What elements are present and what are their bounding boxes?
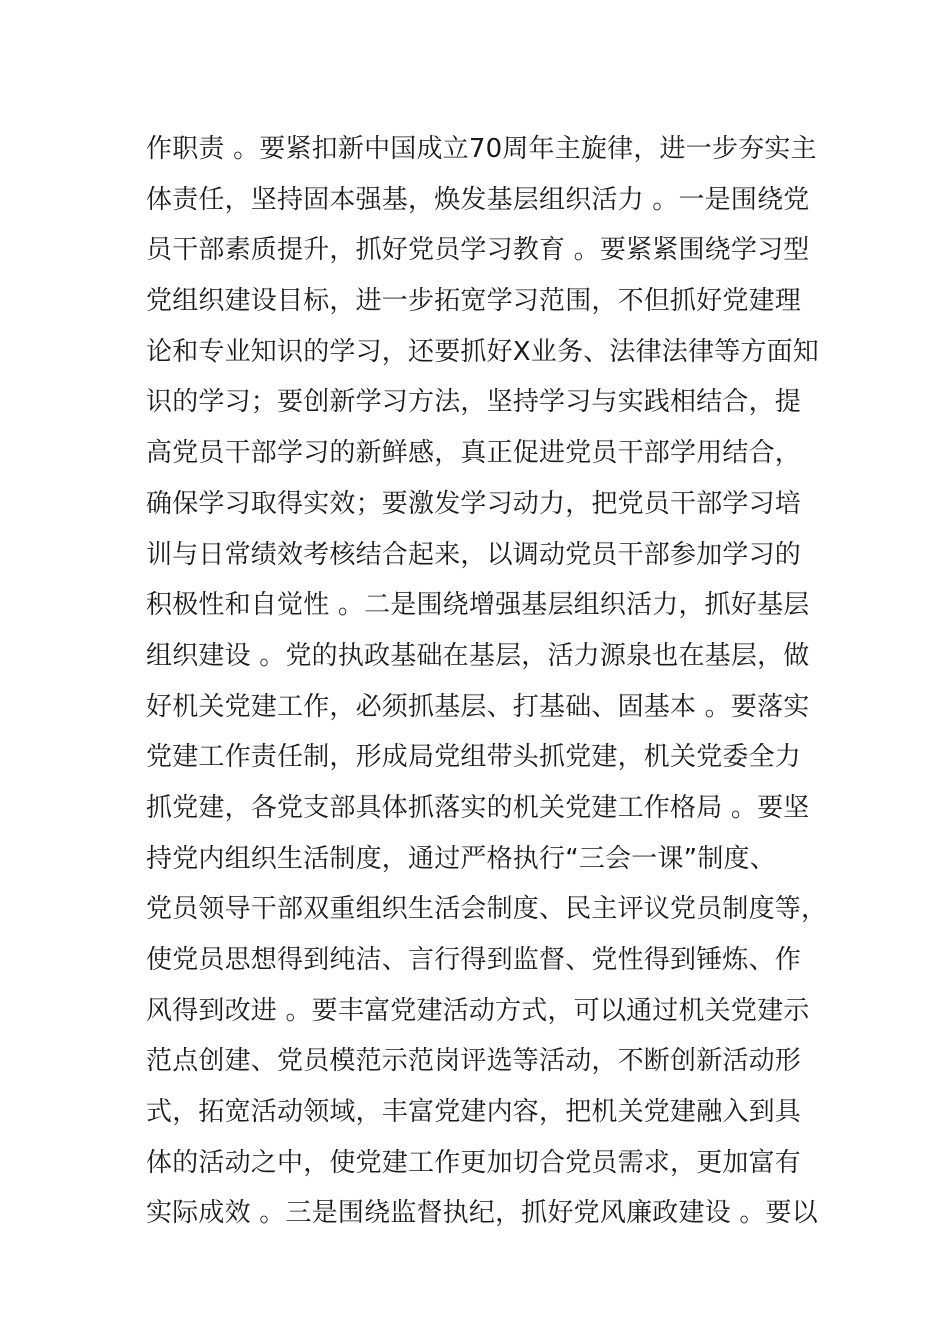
text-line: 使党员思想得到纯洁、言行得到监督、党性得到锤炼、作: [146, 945, 802, 975]
text-line: 持党内组织生活制度，通过严格执行“三会一课”制度、: [146, 843, 776, 874]
text-line: 范点创建、党员模范示范岗评选等活动，不断创新活动形: [146, 1046, 802, 1077]
text-line: 党建工作责任制，形成局党组带头抓党建，机关党委全力: [146, 742, 802, 773]
text-line: 确保学习取得实效；要激发学习动力，把党员干部学习培: [146, 488, 802, 519]
text-line: 识的学习；要创新学习方法，坚持学习与实践相结合，提: [146, 387, 802, 418]
text-line: 党员领导干部双重组织生活会制度、民主评议党员制度等，: [146, 894, 828, 925]
text-line: 作职责 。要紧扣新中国成立70周年主旋律，进一步夯实主: [146, 134, 817, 164]
text-line: 员干部素质提升，抓好党员学习教育 。要紧紧围绕学习型: [146, 235, 810, 266]
text-line: 高党员干部学习的新鲜感，真正促进党员干部学用结合，: [146, 438, 802, 469]
text-line: 好机关党建工作，必须抓基层、打基础、固基本 。要落实: [146, 691, 810, 722]
text-line: 组织建设 。党的执政基础在基层，活力源泉也在基层，做: [146, 640, 810, 671]
body-text: [146, 124, 828, 1239]
text-line: 风得到改进 。要丰富党建活动方式，可以通过机关党建示: [146, 995, 810, 1026]
text-line: 体责任，坚持固本强基，焕发基层组织活力 。一是围绕党: [146, 184, 810, 215]
text-line: 训与日常绩效考核结合起来，以调动党员干部参加学习的: [146, 539, 802, 570]
text-line: 积极性和自觉性 。二是围绕增强基层组织活力，抓好基层: [146, 590, 810, 621]
text-line: 实际成效 。三是围绕监督执纪，抓好党风廉政建设 。要以: [146, 1198, 818, 1229]
text-line: 式，拓宽活动领域，丰富党建内容，把机关党建融入到具: [146, 1097, 802, 1128]
text-line: 体的活动之中，使党建工作更加切合党员需求，更加富有: [146, 1147, 802, 1178]
text-line: 抓党建，各党支部具体抓落实的机关党建工作格局 。要坚: [146, 792, 810, 823]
text-line: 论和专业知识的学习，还要抓好X业务、法律法律等方面知: [146, 336, 820, 367]
text-line: 党组织建设目标，进一步拓宽学习范围，不但抓好党建理: [146, 286, 802, 317]
